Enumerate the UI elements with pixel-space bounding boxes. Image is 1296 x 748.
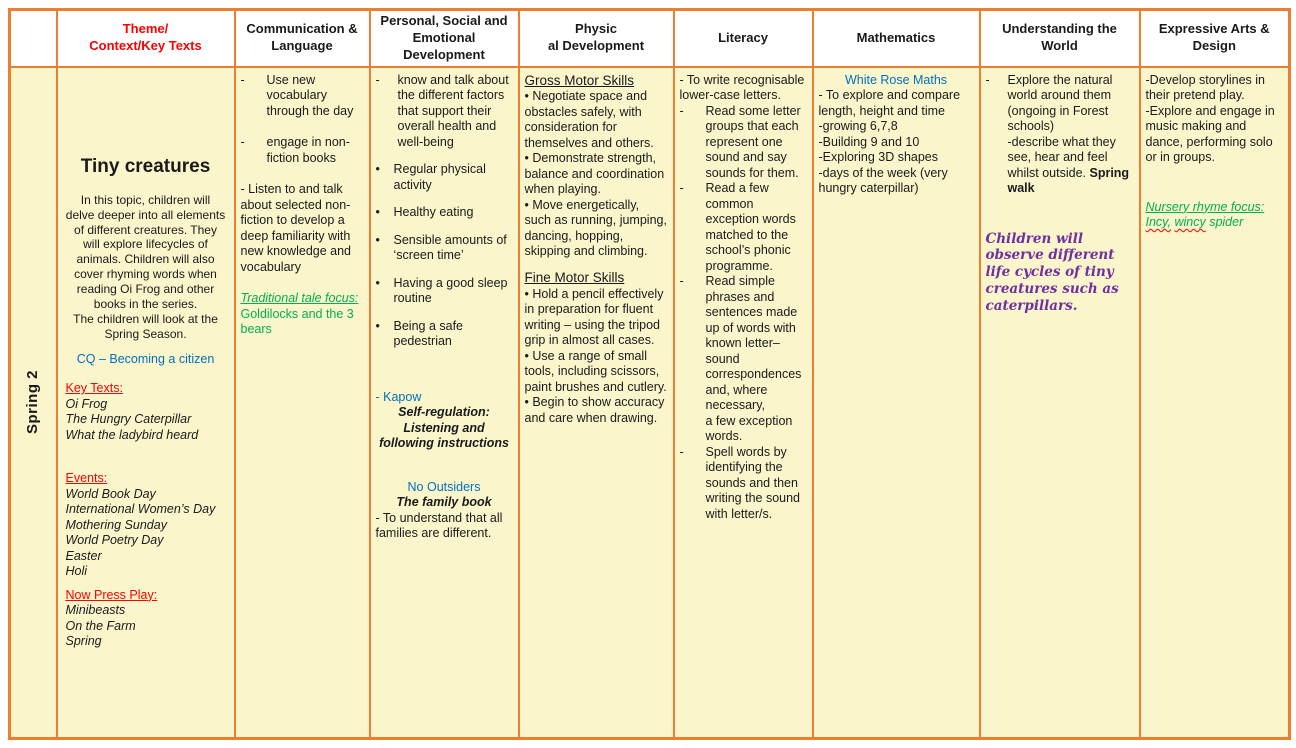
text-run: The children will look at the Spring Season. bbox=[73, 311, 218, 341]
text-run: World Poetry Day bbox=[65, 533, 164, 548]
header-communication-language bbox=[235, 10, 370, 67]
text-run: - To understand that all families are different. bbox=[375, 510, 503, 541]
cell-literacy bbox=[674, 67, 813, 739]
text-run: -Exploring 3D shapes bbox=[818, 150, 939, 165]
list-item bbox=[680, 104, 807, 182]
spacer bbox=[986, 197, 1134, 231]
nursery-rhyme-heading bbox=[1146, 200, 1284, 216]
table-header bbox=[10, 10, 1290, 67]
cell-understanding-the-world bbox=[980, 67, 1140, 739]
text-run: Incy, bbox=[1145, 215, 1171, 230]
spacer bbox=[376, 307, 513, 319]
text-run: Read simple phrases and sentences made up of words with known letter– bbox=[705, 274, 798, 351]
text-run: Read some letter groups that each represent one sound and say sounds for them. bbox=[705, 103, 801, 180]
text-run: Spring walk bbox=[1007, 165, 1130, 196]
text-run: Now Press Play: bbox=[65, 587, 158, 602]
text-run: What the ladybird heard bbox=[65, 427, 199, 442]
header-expressive-arts-design bbox=[1140, 10, 1290, 67]
text-run: Regular physical activity bbox=[393, 162, 486, 192]
text-run: Easter bbox=[65, 548, 102, 563]
events-heading bbox=[66, 471, 226, 487]
list-item bbox=[680, 181, 807, 274]
text-run: • Use a range of small tools, including scissors, paint brushes and cutlery. bbox=[524, 348, 667, 394]
text-run: The Hungry Caterpillar bbox=[65, 412, 192, 427]
cq-line bbox=[66, 352, 226, 368]
list-item-text bbox=[706, 274, 807, 445]
text-run: • Negotiate space and obstacles safely, with consideration for themselves and others. bbox=[524, 89, 654, 150]
text-run: engage in non-fiction books bbox=[266, 135, 350, 165]
spacer bbox=[376, 452, 513, 480]
text-run: -Develop storylines in their pretend play. bbox=[1145, 72, 1265, 103]
list-item bbox=[376, 233, 513, 264]
text-run: Holi bbox=[65, 564, 88, 579]
text-run: Mothering Sunday bbox=[65, 517, 167, 532]
spacer bbox=[66, 179, 226, 193]
header-text: Mathematics bbox=[856, 29, 936, 45]
text-run: In this topic, children will delve deeper into all elements of different creatures. They will explore lifecycles of animals. Children will also cover rhyming words when reading Oi Frog and other books in the series. bbox=[65, 192, 226, 311]
list-item-text bbox=[394, 233, 513, 264]
spacer bbox=[525, 260, 668, 270]
spacer bbox=[376, 350, 513, 390]
row-label: Spring 2 bbox=[23, 370, 41, 435]
header-text: Personal, Social and bbox=[380, 13, 508, 28]
text-run: a few exception words. bbox=[705, 413, 793, 444]
list-marker: • bbox=[375, 275, 380, 290]
traditional-tale-heading bbox=[241, 291, 364, 307]
text-block bbox=[819, 88, 974, 197]
list-item bbox=[376, 162, 513, 193]
list-item bbox=[376, 276, 513, 307]
body-row bbox=[10, 67, 1290, 739]
list-item bbox=[376, 205, 513, 221]
list-item-text bbox=[267, 135, 364, 166]
text-run: Tiny creatures bbox=[80, 156, 211, 178]
cell-physical-development bbox=[519, 67, 674, 739]
kapow-heading bbox=[376, 390, 513, 406]
list-item-text bbox=[706, 181, 807, 274]
traditional-tale-text bbox=[241, 307, 364, 338]
text-run: Key Texts: bbox=[65, 381, 123, 396]
header-text: Emotional Development bbox=[403, 29, 485, 62]
kapow-topic bbox=[376, 405, 513, 452]
list-marker: • bbox=[375, 162, 380, 177]
key-texts-list bbox=[66, 397, 226, 444]
curriculum-table bbox=[8, 8, 1291, 740]
header-understanding-the-world bbox=[980, 10, 1140, 67]
spacer bbox=[66, 580, 226, 588]
list-item bbox=[241, 73, 364, 120]
key-texts-heading bbox=[66, 381, 226, 397]
text-run: Spring bbox=[65, 634, 102, 649]
list-item-text bbox=[267, 73, 364, 120]
text-run: - To write recognisable lower-case letters. bbox=[679, 72, 805, 103]
text-run: Oi Frog bbox=[65, 396, 108, 411]
text-block bbox=[525, 287, 668, 427]
text-block bbox=[525, 89, 668, 260]
list-marker: - bbox=[240, 72, 245, 87]
list-marker: • bbox=[375, 205, 380, 220]
now-press-play-heading bbox=[66, 588, 226, 604]
text-run: spider bbox=[1205, 215, 1244, 230]
text-run: Sensible amounts of ‘screen time’ bbox=[393, 232, 507, 263]
text-run: The family book bbox=[396, 495, 492, 510]
text-run: • Hold a pencil effectively in preparation for fluent writing – using the tripod grip in almost all cases. bbox=[524, 286, 664, 348]
list-marker: - bbox=[679, 444, 684, 459]
text-run: sound correspondences and, where necessary, bbox=[705, 351, 802, 413]
header-text: Physic bbox=[575, 21, 617, 37]
header-text: Literacy bbox=[718, 29, 768, 45]
list-marker: - bbox=[985, 72, 990, 87]
spacer bbox=[241, 119, 364, 135]
text-run: • Begin to show accuracy and care when drawing. bbox=[524, 395, 665, 425]
cell-communication-language bbox=[235, 67, 370, 739]
list-item-text bbox=[394, 205, 513, 221]
list-item-text bbox=[394, 162, 513, 193]
text-run: • Demonstrate strength, balance and coordination when playing. bbox=[524, 151, 665, 197]
header-mathematics bbox=[813, 10, 980, 67]
text-run: Nursery rhyme focus: bbox=[1145, 199, 1265, 214]
list-marker: - bbox=[679, 274, 684, 289]
list-item bbox=[376, 319, 513, 350]
text-run: International Women’s Day bbox=[65, 502, 216, 517]
spacer bbox=[66, 367, 226, 381]
now-press-play-list bbox=[66, 603, 226, 650]
white-rose-heading bbox=[819, 73, 974, 89]
header-text: Context/Key Texts bbox=[89, 38, 202, 54]
spacer bbox=[376, 193, 513, 205]
header-text: Communication & bbox=[246, 21, 358, 37]
text-run: Being a safe pedestrian bbox=[393, 318, 463, 349]
cell-theme-context-key-texts bbox=[57, 67, 235, 739]
fine-motor-heading bbox=[525, 270, 668, 287]
header-theme-context-key-texts bbox=[57, 10, 235, 67]
list-item-text bbox=[1008, 73, 1134, 197]
spacer bbox=[66, 443, 226, 471]
text-run: World Book Day bbox=[65, 486, 156, 501]
list-item bbox=[680, 445, 807, 523]
topic-description bbox=[66, 193, 226, 342]
header-text: Language bbox=[271, 38, 333, 54]
list-item-text bbox=[706, 104, 807, 182]
list-marker: - bbox=[679, 181, 684, 196]
cell-expressive-arts-design bbox=[1140, 67, 1290, 739]
topic-title bbox=[66, 155, 226, 179]
text-run: -Building 9 and 10 bbox=[818, 134, 920, 149]
text-run: -Explore and engage in music making and dance, performing solo or in groups. bbox=[1145, 103, 1275, 165]
text-run: Explore the natural world around them (ongoing in Forest schools) bbox=[1007, 72, 1113, 134]
text-block bbox=[680, 73, 807, 104]
list-marker: - bbox=[679, 103, 684, 118]
header-text: Understanding the World bbox=[1002, 21, 1117, 54]
cell-mathematics bbox=[813, 67, 980, 739]
spacer bbox=[1146, 166, 1284, 200]
spacer bbox=[376, 150, 513, 162]
text-run: Self-regulation: bbox=[398, 405, 490, 420]
header-physical-development bbox=[519, 10, 674, 67]
list-item bbox=[986, 73, 1134, 197]
text-run: Gross Motor Skills bbox=[524, 72, 635, 88]
text-block bbox=[1146, 73, 1284, 166]
text-run: Read a few common exception words matched to the school’s phonic programme. bbox=[705, 181, 796, 273]
text-run: Having a good sleep routine bbox=[393, 275, 508, 306]
gross-motor-heading bbox=[525, 73, 668, 90]
list-item-text bbox=[398, 73, 513, 151]
text-run: • Move energetically, such as running, jumping, dancing, hopping, skipping and climbing. bbox=[524, 197, 667, 259]
cell-psed bbox=[370, 67, 519, 739]
text-run: Fine Motor Skills bbox=[524, 269, 625, 285]
text-run: Traditional tale focus: bbox=[240, 291, 359, 306]
header-psed bbox=[370, 10, 519, 67]
header-text: Expressive Arts & Design bbox=[1158, 21, 1270, 54]
header-text: al Development bbox=[547, 38, 645, 54]
text-run: know and talk about the different factors that support their overall health and well-being bbox=[397, 72, 509, 149]
text-run: Listening and following instructions bbox=[379, 420, 509, 451]
life-cycles-note bbox=[986, 231, 1134, 315]
no-outsiders-book bbox=[376, 495, 513, 511]
text-run: Minibeasts bbox=[65, 603, 126, 618]
text-run: wincy bbox=[1174, 215, 1206, 230]
list-marker: • bbox=[375, 318, 380, 333]
row-label-cell bbox=[10, 67, 57, 739]
header-blank bbox=[10, 10, 57, 67]
no-outsiders-heading bbox=[376, 480, 513, 496]
text-run: - To explore and compare length, height and time bbox=[818, 88, 961, 118]
text-run: Children will observe different life cycles of tiny creatures such as caterpillars. bbox=[985, 230, 1119, 314]
header-literacy bbox=[674, 10, 813, 67]
list-item-text bbox=[394, 319, 513, 350]
list-marker: - bbox=[240, 135, 245, 150]
text-block bbox=[241, 182, 364, 275]
events-list bbox=[66, 487, 226, 580]
text-run: White Rose Maths bbox=[844, 72, 948, 87]
text-run: -days of the week (very hungry caterpillar) bbox=[818, 165, 948, 196]
spacer bbox=[376, 221, 513, 233]
spacer bbox=[66, 342, 226, 352]
text-run: -growing 6,7,8 bbox=[818, 119, 898, 134]
text-run: -describe what they see, hear and feel whilst outside. bbox=[1007, 134, 1116, 180]
list-item-text bbox=[706, 445, 807, 523]
text-run: Healthy eating bbox=[393, 205, 474, 220]
nursery-rhyme-text bbox=[1146, 215, 1284, 231]
header-text: Theme/ bbox=[122, 21, 169, 37]
text-run: Events: bbox=[65, 471, 108, 486]
spacer bbox=[376, 264, 513, 276]
text-run: - Listen to and talk about selected non-fiction to develop a deep familiarity with new knowledge and vocabulary bbox=[240, 182, 351, 274]
text-run: No Outsiders bbox=[407, 479, 481, 494]
text-run: - Kapow bbox=[375, 389, 422, 404]
list-marker: • bbox=[375, 232, 380, 247]
list-item-text bbox=[394, 276, 513, 307]
list-item bbox=[376, 73, 513, 151]
text-run: Goldilocks and the 3 bears bbox=[240, 306, 354, 337]
text-run: Use new vocabulary through the day bbox=[266, 72, 354, 118]
list-item bbox=[680, 274, 807, 445]
header-row bbox=[10, 10, 1290, 67]
text-block bbox=[376, 511, 513, 542]
text-run: CQ – Becoming a citizen bbox=[76, 351, 215, 366]
text-run: Spell words by identifying the sounds and then writing the sound with letter/s. bbox=[705, 444, 801, 521]
list-item bbox=[241, 135, 364, 166]
spacer bbox=[241, 275, 364, 291]
text-run: On the Farm bbox=[65, 618, 136, 633]
spacer bbox=[241, 166, 364, 182]
list-marker: - bbox=[375, 72, 380, 87]
